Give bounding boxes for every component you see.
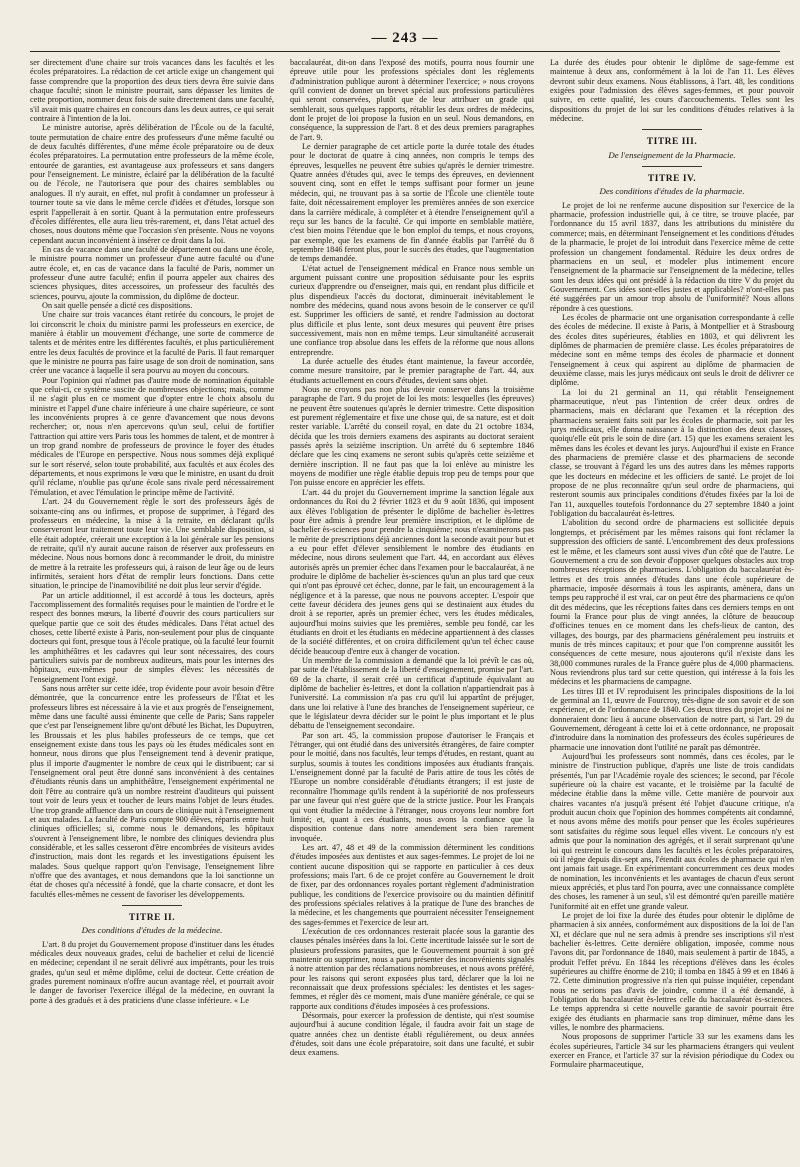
paragraph: ser directement d'une chaire sur trois vacances dans les facultés et les écoles préparatoires. La rédaction de cet article exige un changement qui fasse comprendre que la proportion des deux tiers devra être suivie dans chaque faculté; sinon le ministre pourrait, sans dépasser les limites de cette proportion, nommer deux fois de suite directement dans une faculté, s'il avait mis quatre chaires en concours dans les deux autres, ce qui serait contraire à l'intention de la loi. [30,58,274,124]
section-subtitle: De l'enseignement de la Pharmacie. [608,149,736,160]
paragraph: Le ministre autorise, après délibération de l'École ou de la faculté, toute permutation de chaire entre des professeurs d'une même faculté ou de deux facultés différentes, d'une même école préparatoire ou de deux écoles préparatoires. La permutation entre professeurs de la même école, entourée de garanties, est avantageuse aux professeurs et sans dangers pour l'enseignement. Le ministre, éclairé par la délibération de la faculté ou de l'école, ne l'autorisera que pour des chaires semblables ou analogues. Il n'y aurait, en effet, nul profit à condamner un professeur à tourner toute sa vie dans le même cercle d'idées et d'études, lorsque son esprit l'appellerait à en sortir. Quant à la permutation entre professeurs d'écoles différentes, elle aura lieu très-rarement, et, dans l'état actuel des choses, nous doutons même que l'occasion s'en présente. Nous ne voyons cependant aucun inconvénient à insérer ce droit dans la loi. [30,123,274,245]
page-number: — 243 — [371,30,439,46]
paragraph: Pour l'opinion qui n'admet pas d'autre mode de nomination équitable que celui-ci, ce système suscite de nombreuses objections; mais, comme il ne s'agit plus en ce moment que d'opter entre le choix absolu du ministre et l'appel d'une chaire inférieure à une chaire supérieure, ce sont les inconvénients propres à ce genre d'avancement que nous devons rechercher; or, nous n'en apercevons qu'un seul, celui de fortifier l'attraction qui attire vers Paris tous les hommes de talent, et de montrer à un trop grand nombre de professeurs de province le foyer des études médicales de l'Europe en perspective. Nous nous sommes déjà expliqué sur le sort réservé, selon toute probabilité, aux facultés et aux écoles des départements, et nous exprimons le vœu que le ministre, en usant du droit qu'il réclame, n'oublie pas qu'une école sans rivale perd nécessairement l'émulation, et avec l'émulation le principe même de l'activité. [30,375,274,497]
section-title: TITRE IV. [647,174,697,185]
paragraph: Un membre de la commission a demandé que la loi prévît le cas où, par suite de l'établissement de la liberté d'enseignement, promise par l'art. 69 de la charte, il serait créé un certificat d'aptitude équivalant au diplôme de bachelier ès-lettres, et dont la collation n'appartiendrait pas à l'université. La commission n'a pas cru qu'il lui appartînt de préjuger, dans une loi relative à l'une des branches de l'enseignement supérieur, ce que le législateur devra décider sur le point le plus important et le plus débattu de l'enseignement secondaire. [290,656,534,731]
paragraph: Nous proposons de supprimer l'article 33 sur les examens dans les écoles supérieures, l'article 34 sur les pharmaciens étrangers qui veulent exercer en France, et l'article 37 sur la révision périodique du Codex ou Formulaire pharmaceutique, [550,1032,794,1070]
section-title: TITRE II. [128,912,176,923]
paragraph: Par son art. 45, la commission propose d'autoriser le Français et l'étranger, qui ont étudié dans des universités étrangères, de faire compter pour le moitié, dans nos facultés, leur temps d'études, en restant, quant au surplus, soumis à toutes les conditions imposées aux étudiants français. L'enseignement donné par la faculté de Paris attire de tous les côtés de l'Europe un nombre considérable d'étudiants étrangers; il est juste de reconnaître l'hommage qu'ils rendent à la supériorité de nos professeurs par une faveur qui n'est guère que de la stricte justice. Pour les Français qui vont étudier la médecine à l'étranger, nous croyons leur nombre fort limité; et, quant à ces étudiants, nous avons la confiance que la disposition contenue dans notre amendement sera bien rarement invoquée. [290,730,534,843]
paragraph: Une chaire sur trois vacances étant retirée du concours, le projet de loi circonscrit le choix du ministre parmi les professeurs en exercice, de manière à établir un mouvement d'échange, une sorte de commerce de talents et de mérites entre les différentes facultés, et plus particulièrement entre les deux facultés de province et la faculté de Paris. Il faut remarquer que le ministre ne pourra pas faire usage de son droit de nomination, sans créer une vacance à laquelle il sera pourvu au moyen du concours. [30,310,274,376]
paragraph: L'exécution de ces ordonnances resterait placée sous la garantie des clauses pénales insérées dans la loi. Cette incertitude laissée sur le sort de plusieurs professions parasites, que le Gouvernement pourrait à son gré maintenir ou supprimer, nous a paru présenter des inconvénients signalés à notre attention par des réclamations nombreuses, et nous avons préféré, pour les raisons qui seront exposées plus tard, déclarer que la loi ne reconnaissait que deux professions spéciales: les dentistes et les sages-femmes, et régler dès ce moment, mais d'une manière générale, ce qui se rapporte aux conditions d'études imposées à ces professions. [290,926,534,1011]
paragraph: Le projet de loi fixe la durée des études pour obtenir le diplôme de pharmacien à six années, conformément aux dispositions de la loi de l'an XI, et déclare que nul ne sera admis à prendre ses inscriptions s'il n'est bachelier ès-lettres. Cette dernière obligation, imposée, comme nous l'avons dit, par l'ordonnance de 1840, mais seulement à partir de 1845, a produit l'effet prévu. En 1844 les réceptions d'élèves dans les écoles supérieures au chiffre énorme de 210; il tomba en 1845 à 99 et en 1846 à 72. Cette diminution progressive n'a rien qui puisse inquiéter, cependant nous ne serions pas d'avis de joindre, comme il a été demandé, à l'obligation du baccalauréat ès-lettres celle du baccalauréat ès-sciences. Le temps apprendra si cette nouvelle garantie de savoir pourrait être exigée des étudiants en pharmacie sans trop diminuer, même dans les villes, le nombre des pharmaciens. [550,910,794,1033]
paragraph: Les art. 47, 48 et 49 de la commission déterminent les conditions d'études imposées aux dentistes et aux sages-femmes. Le projet de loi ne contient aucune disposition qui se rapporte en particulier à ces deux professions; mais l'art. 6 de ce projet confère au Gouvernement le droit de fixer, par des ordonnances royales portant règlement d'administration publique, les conditions de l'exercice provisoire ou du maintien définitif des professions spéciales relatives à la pratique de l'une des branches de la médecine, et les changements que pourraient nécessiter l'enseignement des sages-femmes et l'exercice de leur art. [290,842,534,927]
column-right [550,58,794,1158]
section-divider [642,166,702,167]
paragraph: Les écoles de pharmacie ont une organisation correspondante à celle des écoles de médecine. Il existe à Paris, à Montpellier et à Strasbourg des écoles dites supérieures, établies en 1803, et qui délivrent les diplômes de pharmacien de première classe. Les écoles préparatoires de médecine sont en même temps des écoles de pharmacie et donnent l'enseignement à ceux qui aspirent au diplôme de pharmacien de deuxième classe, mais les jurys médicaux ont seuls le droit de délivrer ce diplôme. [550,312,794,388]
paragraph: Désormais, pour exercer la profession de dentiste, qui n'est soumise aujourd'hui à aucune condition légale, il faudra avoir fait un stage de quatre années chez un dentiste établi régulièrement, ou deux années d'études, soit dans une école préparatoire, soit dans une faculté, et subir deux examens. [290,1011,534,1058]
column-left [30,58,274,1158]
paragraph: La durée actuelle des études étant maintenue, la faveur accordée, comme mesure transitoire, par le premier paragraphe de l'art. 44, aux étudiants actuellement en cours d'études, devient sans objet. [290,357,534,385]
paragraph: Aujourd'hui les professeurs sont nommés, dans ces écoles, par le ministre de l'instruction publique, d'après une liste de trois candidats présentés, l'un par l'Académie royale des sciences; le second, par l'école supérieure où la chaire est vacante, et le troisième par la faculté de médecine établie dans la même ville. Cette manière de pourvoir aux chaires vacantes n'a jusqu'à présent été l'objet d'aucune critique, n'a produit aucun choix que l'opinion des hommes compétents ait condamné, et nous avons même des motifs pour penser que les écoles supérieures sont satisfaites du régime sous lequel elles vivent. Le concours n'y est admis que pour la nomination des agrégés, et il serait surprenant qu'une loi qui restreint le concours dans les facultés et les écoles préparatoires, où il règne depuis dix-sept ans, l'étendit aux écoles de pharmacie qui n'en ont jamais fait usage. En expérimentant concurremment ces deux modes de nomination, les inconvénients et les avantages de chacun d'eux seront mieux appréciés, et plus tard l'on pourra, avec une connaissance complète des choses, les ramener à un seul, s'il est démontré qu'en pareille matière l'uniformité ait en effet une grande valeur. [550,752,794,911]
paragraph: Sans nous arrêter sur cette idée, trop évidente pour avoir besoin d'être démontrée, que la concurrence entre les professeurs de l'État et les professeurs libres est nécessaire à la vie et aux progrès de l'enseignement, même dans une faculté aussi éminente que celle de Paris; Sans rappeler que c'est par l'enseignement libre qu'ont débuté les Bichat, les Dupuytren, les Broussais et les plus habiles professeurs de ce temps, que cet enseignement existe dans tous les pays où les études médicales sont en honneur, nous dirons que plus l'enseignement tend à devenir pratique, plus il importe d'augmenter le nombre de ceux qui le distribuent; car si l'enseignement oral peut être donné sans inconvénient à des centaines d'étudiants réunis dans un amphithéâtre, l'enseignement expérimental ne doit l'être au contraire qu'à un nombre restreint d'auditeurs qui puissent tout voir de leurs yeux et toucher de leurs mains l'objet de leurs études. Une trop grande affluence dans un cours de clinique nuit à l'enseignement et aux malades. La faculté de Paris compte 900 élèves, répartis entre huit cliniques officielles; si, comme nous le demandons, les hôpitaux s'ouvrent à l'enseignement libre, le nombre des cliniques deviendra plus considérable, et les salles cesseront d'être encombrées de visiteurs avides d'instruction, mais dont les regards et les investigations épuisent les malades. Sous quelque rapport qu'on l'envisage, l'enseignement libre n'offre que des avantages, et nous demandons que la loi sanctionne un état de choses qu'a nécessité à fondé, que la charte consacre, et dont les facultés elles-mêmes ne cessent de favoriser les développements. [30,684,274,899]
section-divider [642,129,702,130]
paragraph: Les titres III et IV reproduisent les principales dispositions de la loi de germinal an 11, œuvre de Fourcroy, très-digne de son savoir et de son expérience, et de l'ordonnance de 1840. Ces deux titres du projet de loi ne donneraient donc lieu à aucune observation de notre part, si l'art. 29 du Gouvernement, dérogeant à cette loi et à cette ordonnance, ne proposait d'introduire dans la nomination des professeurs des écoles supérieures de pharmacie une innovation dont l'utilité ne paraît pas démontrée. [550,686,794,752]
paragraph: L'art. 44 du projet du Gouvernement imprime la sanction légale aux ordonnances du Roi du 2 février 1823 et du 9 août 1836, qui imposent aux élèves l'obligation de présenter le diplôme de bachelier ès-lettres pour être admis à prendre leur première inscription, et le diplôme de bachelier ès-sciences pour prendre la cinquième; nous n'examinerons pas le mérite de prescriptions déjà anciennes dont la seconde avait pour but et a eu pour effet d'élever sensiblement le nombre des étudiants en médecine, nous dirons seulement que l'art. 44, en accordant aux élèves autorisés après un premier échec dans l'examen pour le baccalauréat, à ne produire le diplôme de bachelier ès-sciences qu'un an plus tard que ceux qui n'ont pas éprouvé cet échec, donne, par le fait, un encouragement à la négligence et à la paresse, que nous ne pouvons accepter. L'espoir que cette faveur décidera des jeunes gens qui se destinaient aux études du droit à se reporter, après un premier échec, vers les études médicales, aujourd'hui moins suivies que les premières, semble peu fondé, car les étudiants en droit et les étudiants en médecine appartiennent à des classes de la société différentes, et on croira difficilement qu'un tel échec cause décide beaucoup d'entre eux à changer de vocation. [290,487,534,656]
paragraph: L'abolition du second ordre de pharmaciens est sollicitée depuis longtemps, et précisément par les mêmes raisons qui font réclamer la suppression des officiers de santé. L'encombrement des deux professions est le même, et les clameurs sont aussi vives d'un côté que de l'autre. Le Gouvernement a cru de son devoir d'opposer quelques obstacles aux trop nombreuses réceptions de pharmaciens. L'obligation du baccalauréat ès-lettres et des trois années d'études dans une école supérieure de pharmacie, imposée désormais à tous les aspirants, amènera, dans un temps peu rapproché il est vrai, car on peut être des pharmaciens ce qu'on dit des médecins, que les réceptions faites dans ces derniers temps en ont fourni la France pour plus de vingt années, la clôture de beaucoup d'officines tenues en ce moment dans les chefs-lieux de canton, des villages, des bourgs, par des pharmaciens généralement peu instruits et munis de très minces capitaux; et pour que l'on comprenne aussitôt les conséquences de cette mesure, nous ajouterons qu'il n'existe dans les 38,000 communes rurales de la France guère plus de 4,000 pharmaciens. Nous reviendrons plus tard sur cette question, qui intéresse à la fois les médecins et les pharmaciens de campagne. [550,518,794,687]
columns [30,58,794,1158]
paragraph: Nous ne croyons pas non plus devoir conserver dans la troisième paragraphe de l'art. 9 du projet de loi les mots: lesquelles (les épreuves) ne peuvent être soutenues qu'après le dernier trimestre. Cette disposition est purement réglementaire et fixe une chose qui, de sa nature, est et doit rester variable. L'arrêté du conseil royal, en date du 21 octobre 1834, décida que les trois derniers examens des aspirants au doctorat seraient passés après la seizième inscription. Un arrêté du 6 septembre 1846 déclare que les cinq examens ne seront subis qu'après cette seizième et dernière inscription. Il ne faut pas que la loi enlève au ministre les moyens de modifier une règle établie depuis trop peu de temps pour que l'on puisse encore en apprécier les effets. [290,385,534,488]
section-title: TITRE III. [646,137,698,148]
section-divider [122,905,182,906]
page-header [30,30,780,52]
paragraph: La loi du 21 germinal an 11, qui rétablit l'enseignement pharmaceutique, n'eut pas l'intention de créer deux ordres de pharmaciens, mais en déclarant que l'examen et la réception des pharmaciens seraient faits soit par les écoles de pharmacie, soit par les jurys médicaux, elle donna naissance à la distinction des deux classes, quoiqu'elle eût pris le soin de dire (art. 15) que les examens seraient les mêmes dans les écoles et devant les jurys. Aujourd'hui il existe en France des pharmaciens de première classe et des pharmaciens de seconde classe, se trouvant à l'égard les uns des autres dans les mêmes rapports que les docteurs en médecine et les officiers de santé. Le projet de loi propose de ne plus reconnaître qu'un seul ordre de pharmaciens, qui resteront soumis aux principales conditions d'études fixées par la loi de l'an 11, auxquelles toutefois l'ordonnance du 27 septembre 1840 a joint l'obligation du baccalauréat ès-lettres. [550,387,794,519]
paragraph: La durée des études pour obtenir le diplôme de sage-femme est maintenue à deux ans, conformément à la loi de l'an 11. Les élèves devront subir deux examens. Nous établissons, à l'art. 48, les conditions exigées pour l'admission des élèves sages-femmes, et pour pouvoir suivre, en cette qualité, les cours d'accouchements. Telles sont les dispositions du projet de loi sur les conditions d'études relatives à la médecine. [550,58,794,124]
paragraph: Le dernier paragraphe de cet article porte la durée totale des études pour le doctorat de quatre à cinq années, non compris le temps des épreuves, lesquelles ne peuvent être subies qu'après le dernier trimestre. Quatre années d'études qui, avec le temps des épreuves, en deviennent souvent cinq, sont en effet le temps suffisant pour former un jeune médecin, qui, ne trouvant pas à sa sortie de l'École une clientèle toute faite, doit nécessairement employer les premières années de son exercice dans la carrière médicale, à compléter et à étendre l'enseignement qu'il a reçu sur les bancs de la faculté. Ce qui importe en semblable matière, c'est bien moins l'étendue que le bon emploi du temps, et nous croyons, par exemple, que les examens de fin d'année établis par l'arrêté du 8 septembre 1846 feront plus, pour le succès des études, que l'augmentation de temps demandée. [290,142,534,264]
paragraph: baccalauréat, dit-on dans l'exposé des motifs, pourra nous fournir une épreuve utile pour les professions spéciales dont les règlements d'administration publique auront à déterminer l'exercice; » nous croyons qu'il convient de donner un brevet spécial aux professions particulières qui seront conservées, plutôt que de leur attribuer un grade qui semblerait, sous quelques rapports, rétablir les deux ordres de médecins, dont le projet de loi propose la fusion en un seul. Nous demandons, en conséquence, la suppression de l'art. 8 et des deux premiers paragraphes de l'art. 9. [290,58,534,142]
paragraph: En cas de vacance dans une faculté de département ou dans une école, le ministre pourra nommer un professeur d'une autre faculté ou d'une autre école, et, en cas de vacance dans la faculté de Paris, nommer un professeur d'une autre faculté; enfin il pourra appeler aux chaires des sciences physiques, dites accessoires, un professeur des facultés des sciences, pourvu, ajoute la commission, du diplôme de docteur. [30,244,274,301]
paragraph: Le projet de loi ne renferme aucune disposition sur l'exercice de la pharmacie, profession industrielle qui, à ce titre, se trouve placée, par l'ordonnance du 15 avril 1837, dans les attributions du ministère du commerce; mais, en déterminant l'enseignement et les conditions d'études de la pharmacie, le projet de loi introduit dans l'exercice même de cette profession un changement fondamental. Réduire les deux ordres de pharmaciens en un seul, et modeler plus intimement encore l'enseignement de la pharmacie sur l'enseignement de la médecine, telles sont les deux idées qui ont présidé à la rédaction du titre V du projet du Gouvernement. Ces idées sont-elles justes et applicables? n'ont-elles pas été suggérées par un amour trop absolu de l'uniformité? Nous allons répondre à ces questions. [550,200,794,313]
section-subtitle: Des conditions d'études de la pharmacie. [599,186,745,197]
section-subtitle: Des conditions d'études de la médecine. [81,925,223,936]
paragraph: L'art. 8 du projet du Gouvernement propose d'instituer dans les études médicales deux nouveaux grades, celui de bachelier et celui de licencié en médecine; cependant il ne serait délivré aux impétrants, pour les trois grades, qu'un seul et même diplôme, celui de docteur. Cette création de grades purement nominaux n'offre aucun avantage réel, et pourrait avoir le danger de favoriser l'exercice illégal de la médecine, en ouvrant la porte à des gradués et à des praticiens d'une classe inférieure. « Le [30,939,274,1005]
column-middle [290,58,534,1158]
paragraph: Par un article additionnel, il est accordé à tous les docteurs, après l'accomplissement des formalités requises pour le maintien de l'ordre et le respect des bonnes mœurs, la liberté d'ouvrir des cours particuliers sur quelque partie que ce soit des études médicales. Dans l'état actuel des choses, cette liberté existe à Paris, non-seulement pour plus de cinquante docteurs qui font, presque tous à l'école pratique, où la faculté leur fournit les amphithéâtres et les cadavres qui leur sont nécessaires, des cours particuliers suivis par de nombreux auditeurs, mais pour les internes des hôpitaux, eux-mêmes pour de simples élèves: les nécessités de l'enseignement l'ont exigé. [30,590,274,684]
paragraph: L'art. 24 du Gouvernement règle le sort des professeurs âgés de soixante-cinq ans ou infirmes, et propose de supprimer, à l'égard des professeurs en médecine, la mise à la retraite, en déclarant qu'ils conserveront leur traitement toute leur vie. Une semblable disposition, si elle était adoptée, créerait une exception à la loi générale sur les pensions de retraite, qu'il n'y aurait aucune raison de réserver aux professeurs en médecine. Nous nous bornons donc à recommander le droit, du ministre de mettre à la retraite les professeurs qui, à raison de leur âge ou de leurs infirmités, seraient hors d'état de remplir leurs fonctions. Dans cette situation, le principe de l'inamovibilité ne doit plus leur servir d'égide. [30,497,274,591]
paragraph: L'état actuel de l'enseignement médical en France nous semble un argument puissant contre une proposition séduisante pour les esprits curieux d'apprendre ou d'enseigner, mais qui, en rendant plus difficile et plus dispendieux l'accès du doctorat, diminuerait inévitablement le nombre des médecins, quand nous avons besoin de le conserver ce qu'il est. Supprimer les officiers de santé, et rendre l'admission au doctorat plus difficile et plus lente, sont deux mesures qui peuvent être prises successivement, mais non en même temps. Leur simultanéité accuserait une confiance trop absolue dans les effets de la réforme que nous allons entreprendre. [290,263,534,357]
paragraph: On sait quelle pensée a dicté ces dispositions. [42,300,193,310]
